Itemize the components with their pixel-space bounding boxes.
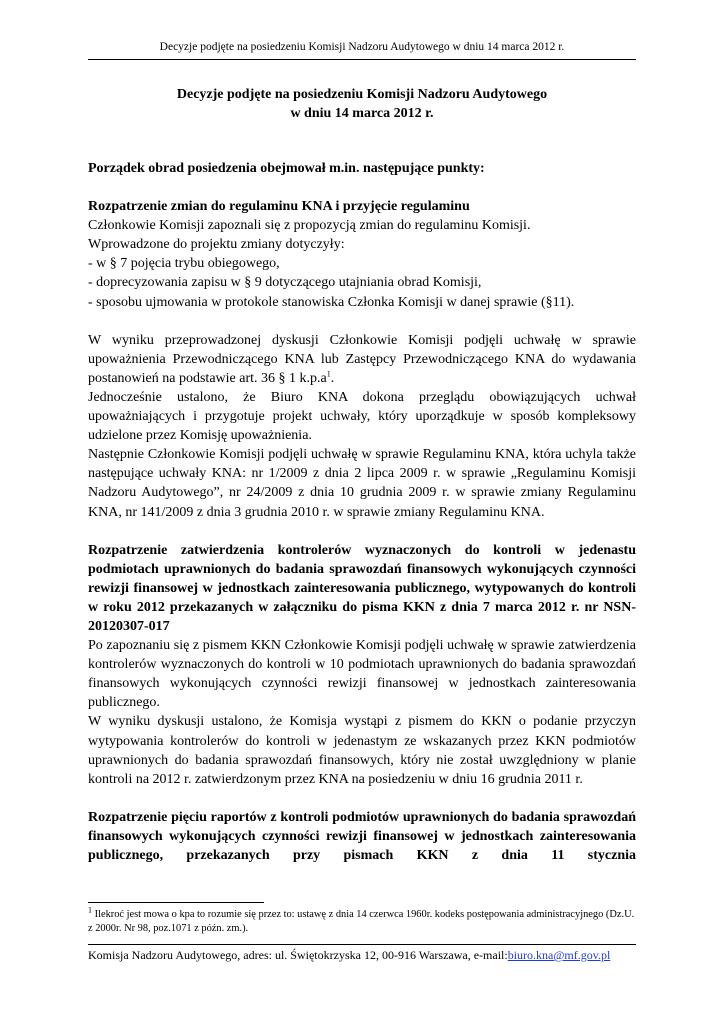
section-1-intro-line: Wprowadzone do projektu zmiany dotyczyły: (88, 237, 345, 253)
section-1-paragraph-2: Jednocześnie ustalono, że Biuro KNA dokona przeglądu obowiązujących uchwał upoważniających i przygotuje projekt uchwały, który uporządkuje w sposób kompleksowy udzielone przez Komisję upoważnienia. (88, 389, 636, 444)
footnote-mark: 1 (88, 905, 92, 915)
footnote (88, 905, 636, 936)
document-body (88, 159, 636, 865)
section-2-paragraph-1: Po zapoznaniu się z pismem KKN Członkowie Komisji podjęli uchwałę w sprawie zatwierdzenia kontrolerów wyznaczonych do kontroli w 10 podmiotach uprawnionych do badania sprawozdań finansowych wykonujących czynności rewizji finansowej w jednostkach zainteresowania publicznego. (88, 638, 636, 711)
agenda-heading: Porządek obrad posiedzenia obejmował m.in. następujące punkty: (88, 161, 485, 176)
footnote-text: Ilekroć jest mowa o kpa to rozumie się przez to: ustawę z dnia 14 czerwca 1960r. kodeks postępowania administracyjnego (Dz.U. z 2000r. Nr 98, poz.1071 z późn. zm.). (88, 909, 635, 934)
section-2-heading: Rozpatrzenie zatwierdzenia kontrolerów wyznaczonych do kontroli w jedenastu podmiotach uprawnionych do badania sprawozdań finansowych wykonujących czynności rewizji finansowej w jednostkach zainteresowania publicznego, wytypowanych do kontroli w roku 2012 przekazanych w załączniku do pisma KKN z dnia 7 marca 2012 r. nr NSN-20120307-017 (88, 542, 636, 634)
section-1-list-item: - doprecyzowania zapisu w § 9 dotyczącego utajniania obrad Komisji, (88, 275, 482, 291)
title-line-2: w dniu 14 marca 2012 r. (290, 106, 434, 121)
section-1-heading: Rozpatrzenie zmian do regulaminu KNA i przyjęcie regulaminu (88, 199, 470, 215)
running-header: Decyzje podjęte na posiedzeniu Komisji Nadzoru Audytowego w dniu 14 marca 2012 r. (159, 41, 565, 53)
footnote-reference[interactable]: 1 (326, 369, 331, 379)
footer-address: Komisja Nadzoru Audytowego, adres: ul. Świętokrzyska 12, 00-916 Warszawa, e-mail: (88, 948, 508, 962)
section-3-heading: Rozpatrzenie pięciu raportów z kontroli podmiotów uprawnionych do badania sprawozdań finansowych wykonujących czynności rewizji finansowej w jednostkach zainteresowania publicznego, przekazanych przy pismach KKN z dnia 11 stycznia (88, 809, 636, 863)
section-1-paragraph-1: W wyniku przeprowadzonej dyskusji Członkowie Komisji podjęli uchwałę w sprawie upoważnienia Przewodniczącego KNA lub Zastępcy Przewodniczącego KNA do wydawania postanowień na podstawie art. 36 § 1 $k.p.a^1$. (88, 332, 636, 386)
document-title (88, 85, 636, 123)
section-1-paragraph-3: Następnie Członkowie Komisji podjęli uchwałę w sprawie Regulaminu KNA, która uchyla także następujące uchwały KNA: nr 1/2009 z dnia 2 lipca 2009 r. w sprawie „Regulaminu Komisji Nadzoru Audytowego”, nr 24/2009 z dnia 10 grudnia 2009 r. w sprawie zmiany Regulaminu KNA, nr 141/2009 z dnia 3 grudnia 2010 r. w sprawie zmiany Regulaminu KNA. (88, 447, 636, 520)
header-divider (88, 59, 636, 60)
footer-email-link[interactable]: biuro.kna@mf.gov.pl (507, 948, 611, 962)
section-1-intro-line: Członkowie Komisji zapoznali się z propozycją zmian do regulaminu Komisji. (88, 218, 531, 234)
section-1-list-item: - sposobu ujmowania w protokole stanowiska Członka Komisji w danej sprawie (§11). (88, 294, 575, 310)
footnote-divider (88, 902, 264, 903)
section-2-paragraph-2: W wyniku dyskusji ustalono, że Komisja wystąpi z pismem do KKN o podanie przyczyn wytypowania kontrolerów do kontroli w jedenastym ze wskazanych przez KKN podmiotów uprawnionych do badania sprawozdań finansowych, który nie został uwzględniony w planie kontroli na 2012 r. zatwierdzonym przez KNA na posiedzeniu w dniu 16 grudnia 2011 r. (88, 714, 636, 787)
footer-divider (88, 944, 636, 945)
title-line-1: Decyzje podjęte na posiedzeniu Komisji Nadzoru Audytowego (176, 87, 548, 102)
section-1-list-item: - w § 7 pojęcia trybu obiegowego, (88, 256, 280, 272)
page-footer (88, 948, 636, 963)
